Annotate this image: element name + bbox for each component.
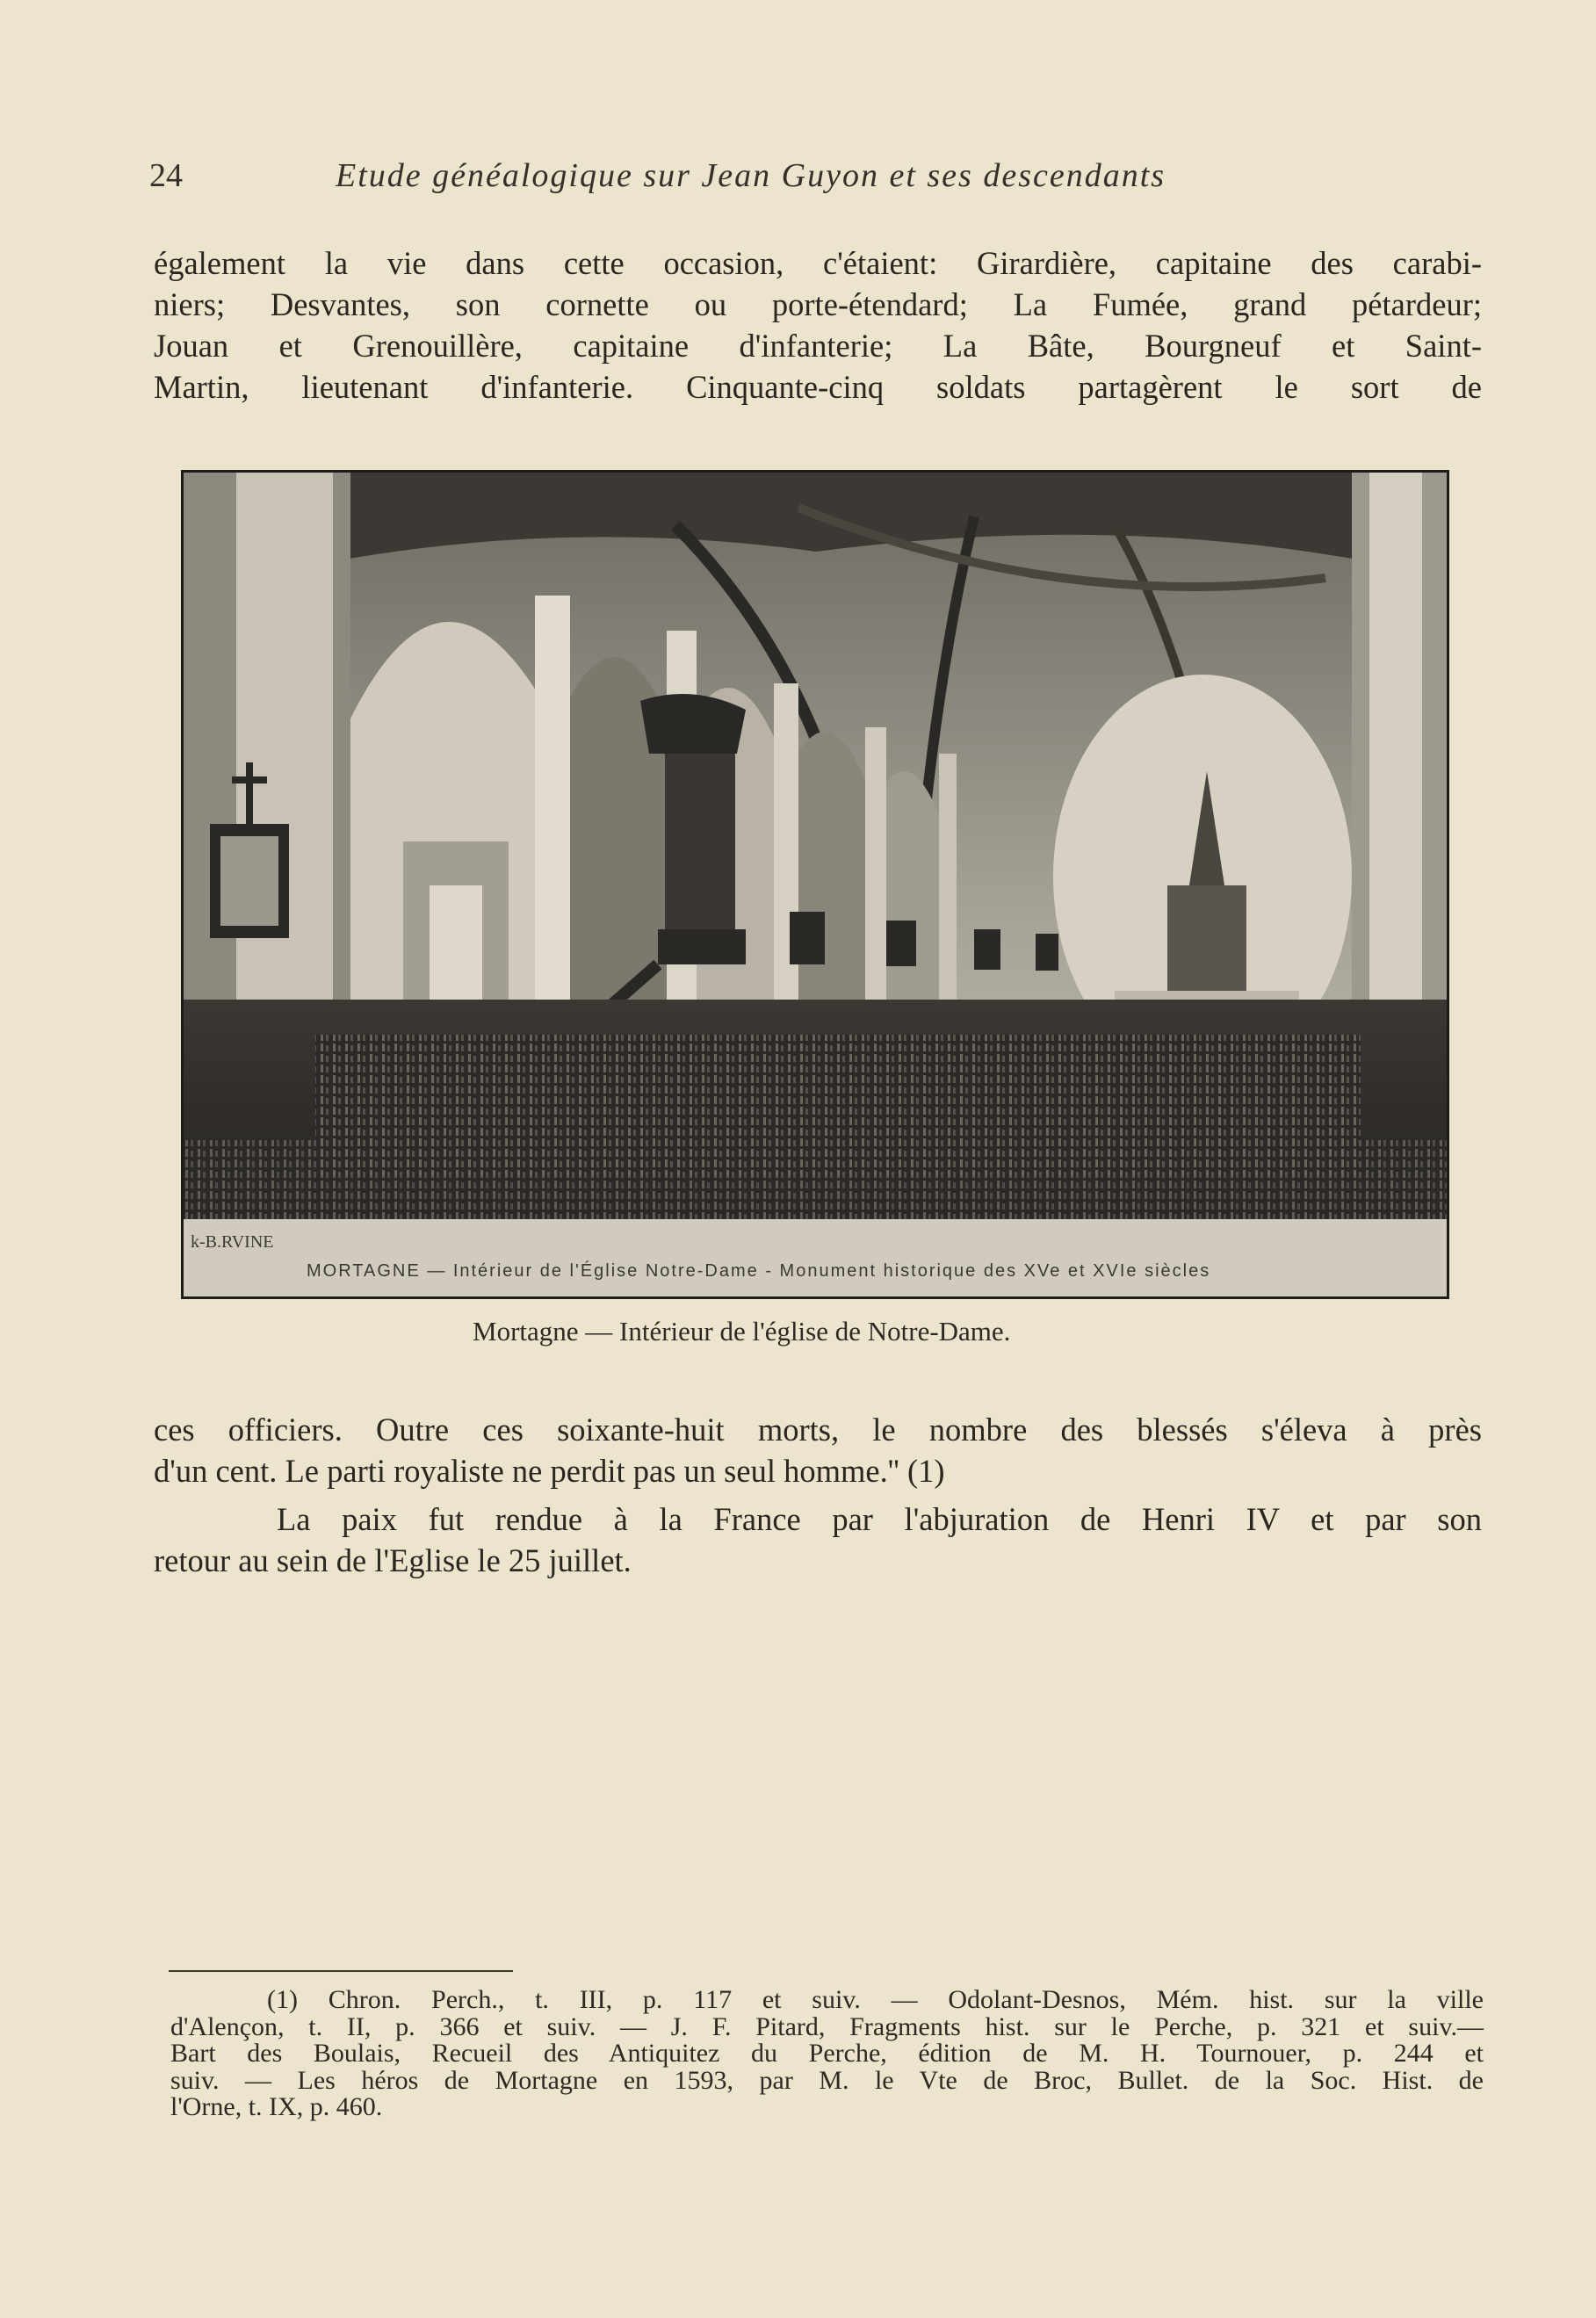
text-line: Martin, lieutenant d'infanterie. Cinquante-cinq soldats partagèrent le sort de	[154, 369, 1482, 405]
plate-caption: Mortagne — Intérieur de l'église de Notre-Dame.	[473, 1316, 1011, 1347]
page-number: 24	[149, 157, 183, 194]
footnote-rule	[169, 1970, 513, 1972]
paragraph-2	[154, 1409, 1482, 1491]
church-interior-photo	[181, 470, 1449, 1299]
photo-corner-text: k-B.RVINE	[191, 1232, 274, 1252]
photo-inscription: MORTAGNE — Intérieur de l'Église Notre-Dame - Monument historique des XVe et XVIe siècles	[307, 1261, 1211, 1281]
footnote-line: d'Alençon, t. II, p. 366 et suiv. — J. F. Pitard, Fragments hist. sur le Perche, p. 321 et suiv.—	[170, 2011, 1484, 2041]
text-line: d'un cent. Le parti royaliste ne perdit pas un seul homme.'' (1)	[154, 1453, 945, 1489]
paragraph-1	[154, 242, 1482, 408]
text-line: La paix fut rendue à la France par l'abjuration de Henri IV et par son	[277, 1501, 1482, 1537]
running-title: Etude généalogique sur Jean Guyon et ses descendants	[336, 157, 1166, 194]
footnote	[170, 1987, 1484, 2121]
footnote-line: Bart des Boulais, Recueil des Antiquitez du Perche, édition de M. H. Tournouer, p. 244 et	[170, 2039, 1484, 2068]
text-line: retour au sein de l'Eglise le 25 juillet.	[154, 1542, 632, 1578]
text-line: Jouan et Grenouillère, capitaine d'infanterie; La Bâte, Bourgneuf et Saint-	[154, 328, 1482, 364]
paragraph-3	[154, 1498, 1482, 1581]
text-line: ces officiers. Outre ces soixante-huit morts, le nombre des blessés s'éleva à près	[154, 1412, 1482, 1448]
text-line: également la vie dans cette occasion, c'étaient: Girardière, capitaine des carabi-	[154, 245, 1482, 281]
footnote-line: (1) Chron. Perch., t. III, p. 117 et suiv. — Odolant-Desnos, Mém. hist. sur la ville	[267, 1985, 1484, 2014]
footnote-line: suiv. — Les héros de Mortagne en 1593, par M. le Vte de Broc, Bullet. de la Soc. Hist. de	[170, 2065, 1484, 2095]
running-head	[149, 156, 1291, 200]
footnote-line: l'Orne, t. IX, p. 460.	[170, 2092, 383, 2121]
text-line: niers; Desvantes, son cornette ou porte-étendard; La Fumée, grand pétardeur;	[154, 286, 1482, 322]
